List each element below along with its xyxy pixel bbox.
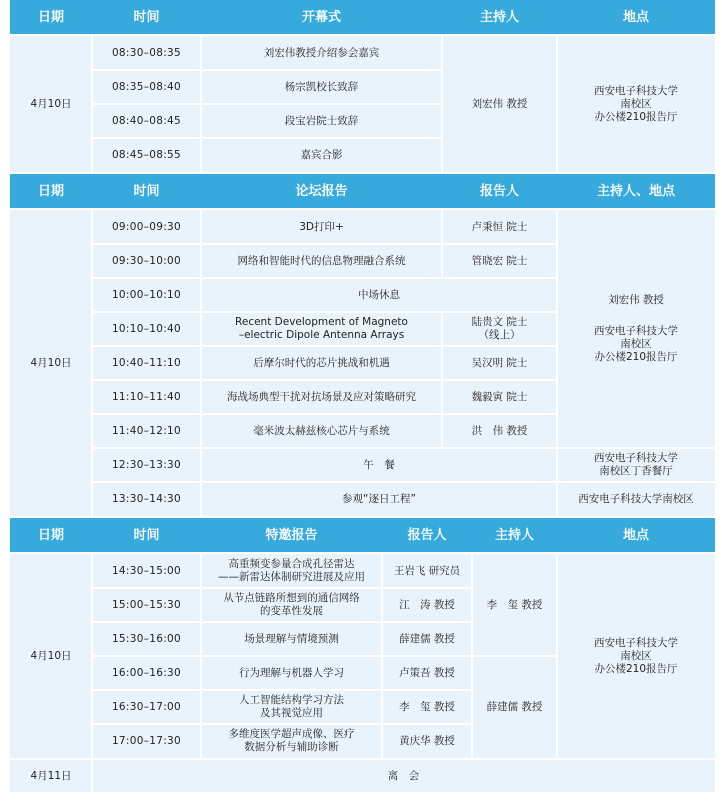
s1-location (557, 36, 715, 172)
divider (92, 243, 557, 245)
s2-speaker-7: 洪 伟 教授 (442, 414, 557, 448)
s2-title-4 (201, 312, 442, 346)
divider (92, 587, 472, 589)
s3-location-line-3: 办公楼210报告厅 (594, 662, 678, 675)
s2-time-6: 11:10–11:40 (92, 380, 201, 414)
s2-title-3: 中场休息 (201, 278, 557, 312)
s1-time-4: 08:45–08:55 (92, 138, 201, 172)
s3-title-5 (201, 690, 382, 724)
s2-time-7: 11:40–12:10 (92, 414, 201, 448)
s1-title-4: 嘉宾合影 (201, 138, 442, 172)
divider (92, 447, 715, 449)
s2-header-time: 时间 (92, 174, 201, 208)
s2-speaker-5: 吴汉明 院士 (442, 346, 557, 380)
divider (92, 103, 442, 105)
s3-title-5-line-1: 人工智能结构学习方法 (239, 694, 344, 706)
s3-host-b: 薛建儒 教授 (472, 656, 557, 758)
s1-header-time: 时间 (92, 0, 201, 34)
s2-location-8 (557, 448, 715, 482)
s2-time-3: 10:00–10:10 (92, 278, 201, 312)
s3-title-2-line-2: 的变革性发展 (260, 605, 323, 617)
s1-location-line-3: 办公楼210报告厅 (594, 110, 678, 123)
divider (92, 481, 715, 483)
divider (92, 277, 557, 279)
s3-header-speaker: 报告人 (382, 518, 472, 552)
divider (92, 621, 472, 623)
s2-title-6: 海战场典型干扰对抗场景及应对策略研究 (201, 380, 442, 414)
s3-speaker-3: 薛建儒 教授 (382, 622, 472, 656)
s2-header-title: 论坛报告 (201, 174, 442, 208)
s2-location-8-line-1: 西安电子科技大学 (594, 452, 678, 464)
s2-location-8-line-2: 南校区丁香餐厅 (599, 465, 673, 477)
s2-speaker-6: 魏毅寅 院士 (442, 380, 557, 414)
s3-location-line-2: 南校区 (620, 649, 652, 662)
divider (92, 723, 472, 725)
s3-host-a: 李 玺 教授 (472, 554, 557, 656)
s1-time-1: 08:30–08:35 (92, 36, 201, 70)
s1-title-2: 杨宗凯校长致辞 (201, 70, 442, 104)
s2-header-date: 日期 (10, 174, 92, 208)
divider (92, 379, 557, 381)
s2-time-8: 12:30–13:30 (92, 448, 201, 482)
s2-host: 刘宏伟 教授 (608, 294, 664, 306)
s1-header-title: 开幕式 (201, 0, 442, 34)
divider (92, 413, 557, 415)
s1-time-2: 08:35–08:40 (92, 70, 201, 104)
s3-time-1: 14:30–15:00 (92, 554, 201, 588)
s2-speaker-4-line-1: 陆贵文 院士 (471, 316, 528, 328)
s3-header-location: 地点 (557, 518, 715, 552)
s3-title-6-line-1: 多维度医学超声成像、医疗 (228, 728, 355, 740)
s3-title-4: 行为理解与机器人学习 (201, 656, 382, 690)
divider (91, 760, 93, 792)
s2-title-2: 网络和智能时代的信息物理融合系统 (201, 244, 442, 278)
s1-date: 4月10日 (10, 36, 92, 172)
divider (200, 210, 202, 516)
divider (92, 137, 442, 139)
s2-location-line-1: 西安电子科技大学 (594, 325, 678, 337)
s2-time-1: 09:00–09:30 (92, 210, 201, 244)
s2-time-9: 13:30–14:30 (92, 482, 201, 516)
s3-header-date: 日期 (10, 518, 92, 552)
s3-title-1-line-1: 高重频变参量合成孔径雷达 (228, 558, 355, 570)
s2-time-2: 09:30–10:00 (92, 244, 201, 278)
s3-title-6-line-2: 数据分析与辅助诊断 (244, 741, 339, 753)
s1-location-line-2: 南校区 (620, 97, 652, 110)
s3-title-2-line-1: 从节点链路所想到的通信网络 (223, 592, 360, 604)
s2-speaker-4 (442, 312, 557, 346)
s3-time-3: 15:30–16:00 (92, 622, 201, 656)
s3-location (557, 554, 715, 758)
s3-speaker-1: 王岩飞 研究员 (382, 554, 472, 588)
s1-location-line-1: 西安电子科技大学 (594, 84, 678, 97)
divider (91, 210, 93, 516)
s2-location-9: 西安电子科技大学南校区 (557, 482, 715, 516)
s2-title-7: 毫米波太赫兹核心芯片与系统 (201, 414, 442, 448)
s2-title-9: 参观“逐日工程” (201, 482, 557, 516)
s3-location-line-1: 西安电子科技大学 (594, 636, 678, 649)
s1-host: 刘宏伟 教授 (442, 36, 557, 172)
s2-host-location (557, 210, 715, 448)
divider (556, 36, 558, 172)
s1-header-host: 主持人 (442, 0, 557, 34)
s1-header-location: 地点 (557, 0, 715, 34)
s1-title-1: 刘宏伟教授介绍参会嘉宾 (201, 36, 442, 70)
divider (556, 210, 558, 516)
s3-speaker-5: 李 玺 教授 (382, 690, 472, 724)
s2-time-5: 10:40–11:10 (92, 346, 201, 380)
s3-title-1 (201, 554, 382, 588)
divider (92, 689, 472, 691)
s3-title-3: 场景理解与情境预测 (201, 622, 382, 656)
divider (92, 69, 442, 71)
s3-title-2 (201, 588, 382, 622)
s2-speaker-2: 管晓宏 院士 (442, 244, 557, 278)
s1-time-3: 08:40–08:45 (92, 104, 201, 138)
s2-header-host-location: 主持人、地点 (557, 174, 715, 208)
s2-time-4: 10:10–10:40 (92, 312, 201, 346)
s3-title-1-line-2: ——新雷达体制研究进展及应用 (218, 571, 365, 583)
s3-speaker-2: 江 涛 教授 (382, 588, 472, 622)
s3-time-2: 15:00–15:30 (92, 588, 201, 622)
s3-time-5: 16:30–17:00 (92, 690, 201, 724)
s2-date: 4月10日 (10, 210, 92, 516)
s2-speaker-4-line-2: （线上） (478, 329, 521, 341)
s2-title-1: 3D打印+ (201, 210, 442, 244)
divider (92, 655, 557, 657)
s3-time-6: 17:00–17:30 (92, 724, 201, 758)
footer-title: 离 会 (92, 760, 715, 792)
s3-date: 4月10日 (10, 554, 92, 758)
s3-title-5-line-2: 及其视觉应用 (260, 707, 323, 719)
s1-header-date: 日期 (10, 0, 92, 34)
s2-title-8: 午 餐 (201, 448, 557, 482)
s3-header-time: 时间 (92, 518, 201, 552)
s3-speaker-4: 卢策吾 教授 (382, 656, 472, 690)
s3-header-title: 特邀报告 (201, 518, 382, 552)
s2-title-5: 后摩尔时代的芯片挑战和机遇 (201, 346, 442, 380)
s2-title-4-line-1: Recent Development of Magneto (235, 316, 408, 328)
s3-header-host: 主持人 (472, 518, 557, 552)
s2-speaker-1: 卢秉恒 院士 (442, 210, 557, 244)
divider (92, 311, 557, 313)
s2-header-speaker: 报告人 (442, 174, 557, 208)
s3-speaker-6: 黄庆华 教授 (382, 724, 472, 758)
s1-title-3: 段宝岩院士致辞 (201, 104, 442, 138)
s2-title-4-line-2: –electric Dipole Antenna Arrays (238, 329, 405, 341)
s2-location-line-3: 办公楼210报告厅 (594, 351, 678, 363)
footer-date: 4月11日 (10, 760, 92, 792)
s2-location-line-2: 南校区 (620, 338, 652, 350)
s3-title-6 (201, 724, 382, 758)
divider (92, 345, 557, 347)
s3-time-4: 16:00–16:30 (92, 656, 201, 690)
